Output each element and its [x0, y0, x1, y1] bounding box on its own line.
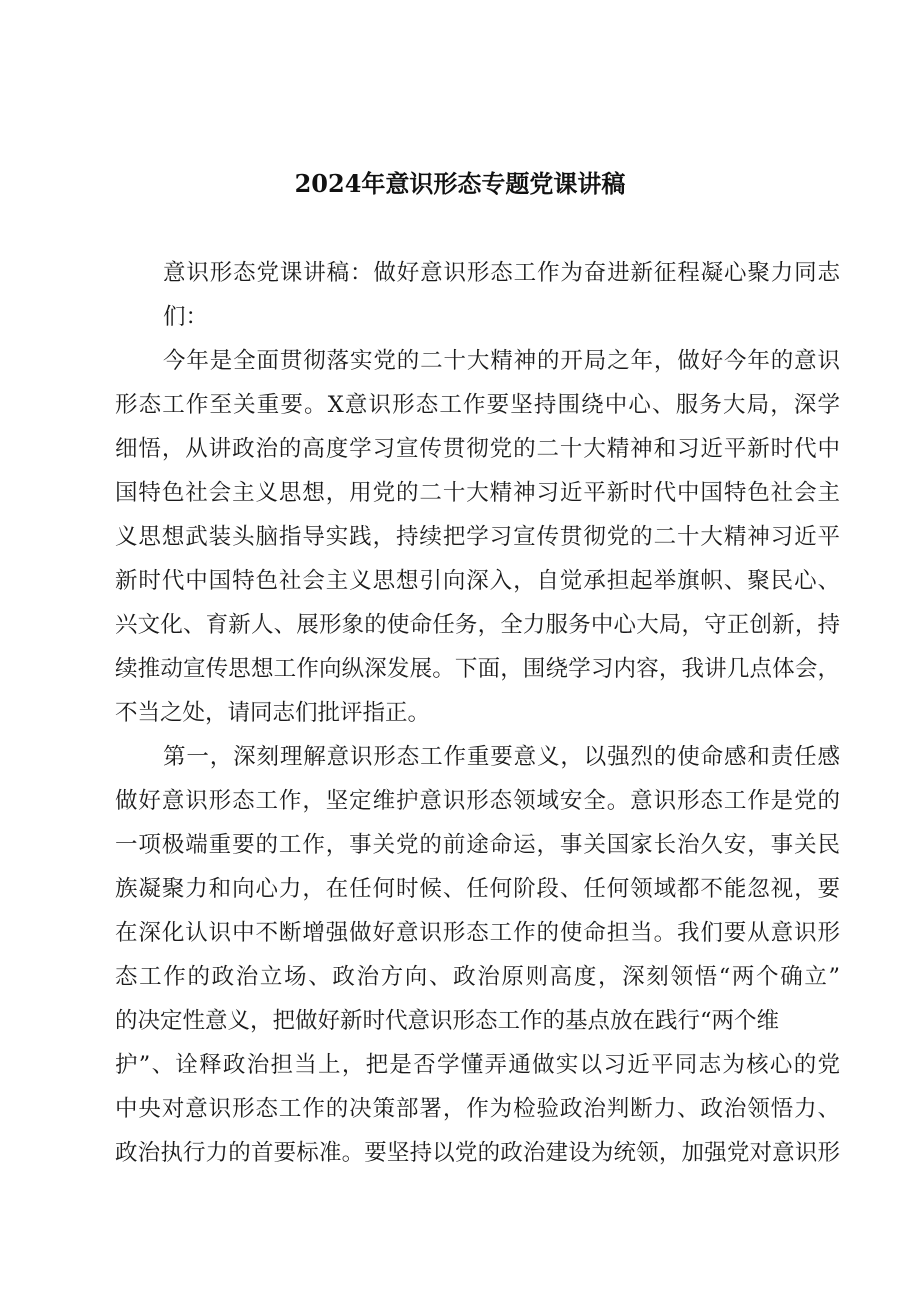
body-line: 族凝聚力和向心力，在任何时候、任何阶段、任何领域都不能忽视，要 [115, 876, 840, 902]
body-line: 政治执行力的首要标准。要坚持以党的政治建设为统领，加强党对意识形 [115, 1140, 840, 1166]
body-line: 今年是全面贯彻落实党的二十大精神的开局之年，做好今年的意识 [163, 348, 840, 374]
document-title: 2024年意识形态专题党课讲稿 [294, 169, 626, 198]
body-line: 第一，深刻理解意识形态工作重要意义，以强烈的使命感和责任感 [163, 744, 840, 770]
body-line: 细悟，从讲政治的高度学习宣传贯彻党的二十大精神和习近平新时代中 [115, 436, 840, 462]
body-line: 护”、诠释政治担当上，把是否学懂弄通做实以习近平同志为核心的党 [115, 1052, 840, 1078]
body-line: 兴文化、育新人、展形象的使命任务，全力服务中心大局，守正创新，持 [115, 612, 840, 638]
body-line: 一项极端重要的工作，事关党的前途命运，事关国家长治久安，事关民 [115, 832, 840, 858]
body-line: 国特色社会主义思想，用党的二十大精神习近平新时代中国特色社会主 [115, 480, 840, 506]
body-line: 态工作的政治立场、政治方向、政治原则高度，深刻领悟“两个确立” [115, 964, 840, 990]
body-line: 做好意识形态工作，坚定维护意识形态领域安全。意识形态工作是党的 [115, 788, 840, 814]
body-line: 的决定性意义，把做好新时代意识形态工作的基点放在践行“两个维 [115, 1008, 780, 1034]
body-line: 义思想武装头脑指导实践，持续把学习宣传贯彻党的二十大精神习近平 [115, 524, 840, 550]
body-line: 续推动宣传思想工作向纵深发展。下面，围绕学习内容，我讲几点体会， [115, 656, 840, 682]
body-line: 在深化认识中不断增强做好意识形态工作的使命担当。我们要从意识形 [115, 920, 840, 946]
body-line: 们： [163, 304, 209, 330]
body-line: 形态工作至关重要。X意识形态工作要坚持围绕中心、服务大局，深学 [115, 392, 840, 418]
body-line: 新时代中国特色社会主义思想引向深入，自觉承担起举旗帜、聚民心、 [115, 568, 840, 594]
body-line: 不当之处，请同志们批评指正。 [115, 700, 431, 726]
body-line: 中央对意识形态工作的决策部署，作为检验政治判断力、政治领悟力、 [115, 1096, 840, 1122]
body-line: 意识形态党课讲稿：做好意识形态工作为奋进新征程凝心聚力同志 [163, 260, 840, 286]
